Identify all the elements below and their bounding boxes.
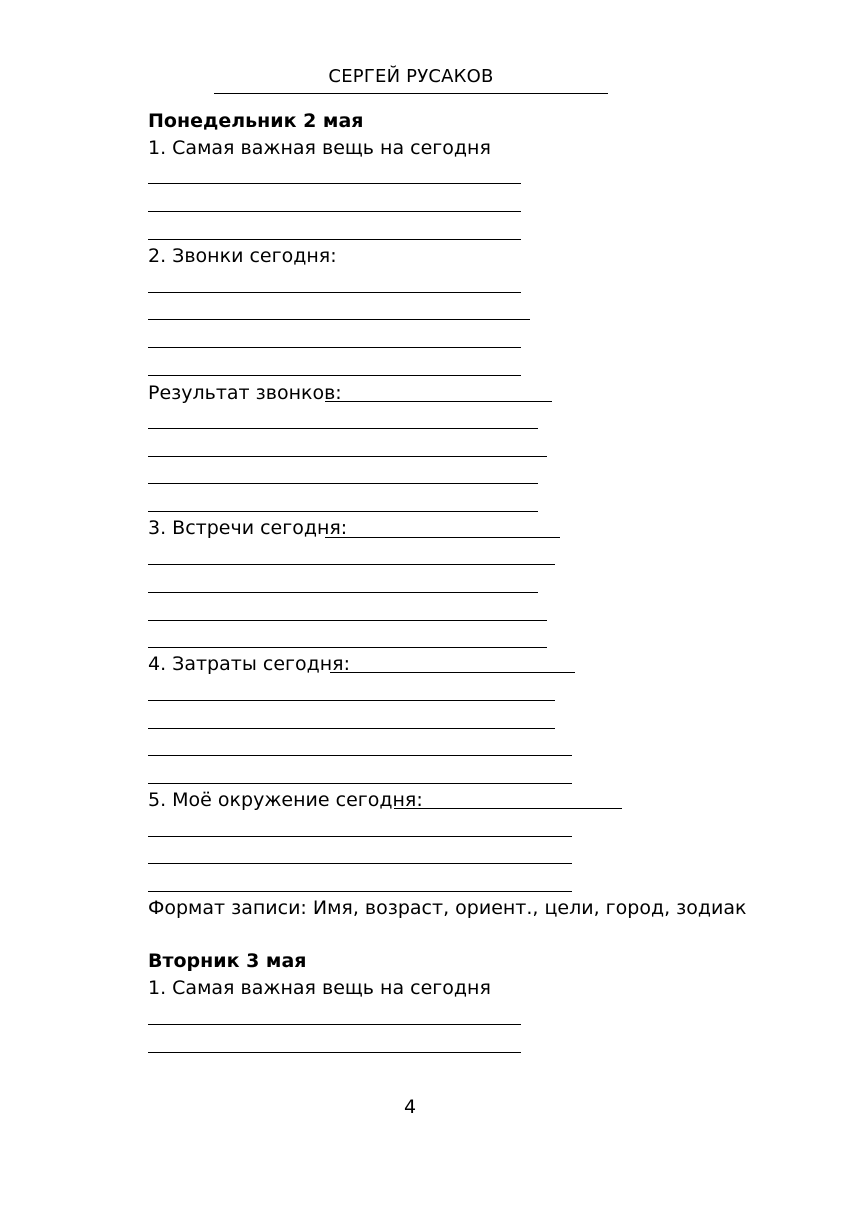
blank-line [325,537,560,538]
blank-line [148,483,538,484]
blank-line [148,620,547,621]
blank-line [148,863,572,864]
blank-line [148,647,547,648]
blank-line [148,783,572,784]
blank-line [148,891,572,892]
blank-line [148,700,555,701]
question-most-important: 1. Самая важная вещь на сегодня [148,137,491,159]
blank-line [148,1052,521,1053]
question-environment: 5. Моё окружение сегодня: [148,789,423,811]
blank-line [148,728,555,729]
blank-line [148,511,538,512]
blank-line [325,401,552,402]
blank-line [148,564,555,565]
calls-result-label: Результат звонков: [148,382,342,404]
blank-line [148,456,547,457]
blank-line [148,592,538,593]
blank-line [148,239,521,240]
blank-line [148,755,572,756]
blank-line [148,1024,521,1025]
blank-line [148,347,521,348]
blank-line [394,808,622,809]
blank-line [330,672,575,673]
day-title-tuesday: Вторник 3 мая [148,950,307,972]
question-meetings: 3. Встречи сегодня: [148,517,348,539]
blank-line [148,428,538,429]
running-header-author: СЕРГЕЙ РУСАКОВ [214,64,608,94]
blank-line [148,375,521,376]
question-most-important: 1. Самая важная вещь на сегодня [148,977,491,999]
blank-line [148,183,521,184]
record-format-note: Формат записи: Имя, возраст, ориент., цели, город, зодиак [148,897,747,919]
blank-line [148,211,521,212]
question-calls: 2. Звонки сегодня: [148,245,337,267]
day-title-monday: Понедельник 2 мая [148,110,364,132]
blank-line [148,319,530,320]
page-number: 4 [403,1096,417,1118]
question-expenses: 4. Затраты сегодня: [148,653,351,675]
blank-line [148,836,572,837]
blank-line [148,292,521,293]
